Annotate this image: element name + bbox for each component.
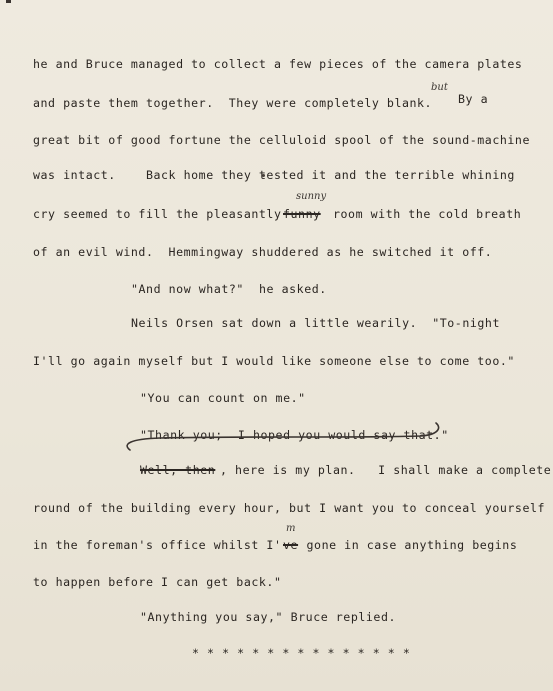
handwritten-insertion-sunny: sunny bbox=[296, 191, 327, 202]
edge-mark bbox=[6, 0, 11, 3]
text-line: great bit of good fortune the celluloid spool of the sound-machine bbox=[33, 133, 530, 147]
handwritten-insertion-but: but bbox=[431, 82, 448, 93]
text-line: "Anything you say," Bruce replied. bbox=[140, 610, 397, 624]
text-line: was intact. Back home they tested it and the terrible whining bbox=[33, 168, 515, 182]
handwritten-insertion-m: m bbox=[286, 523, 296, 534]
text-line: By a bbox=[458, 92, 489, 106]
section-break: * * * * * * * * * * * * * * * bbox=[192, 646, 411, 660]
struck-word: funny bbox=[283, 207, 321, 221]
text-line: he and Bruce managed to collect a few pieces of the camera plates bbox=[33, 57, 523, 71]
text-line: gone in case anything begins bbox=[299, 538, 518, 552]
text-line: "And now what?" he asked. bbox=[131, 282, 327, 296]
text-line: in the foreman's office whilst I' bbox=[33, 538, 282, 552]
text-line: to happen before I can get back." bbox=[33, 575, 282, 589]
text-line: I'll go again myself but I would like someone else to come too." bbox=[33, 354, 515, 368]
text-line: cry seemed to fill the pleasantly bbox=[33, 207, 282, 221]
text-line: room with the cold breath bbox=[333, 207, 522, 221]
text-line: of an evil wind. Hemmingway shuddered as he switched it off. bbox=[33, 245, 493, 259]
text-line: round of the building every hour, but I want you to conceal yourself bbox=[33, 501, 546, 515]
text-line: Neils Orsen sat down a little wearily. "To-night bbox=[131, 316, 500, 330]
text-line: "Thank you; I hoped you would say that." bbox=[140, 428, 449, 442]
handwritten-flourish bbox=[120, 420, 450, 452]
struck-phrase: Well, then bbox=[140, 463, 216, 477]
text-line: , here is my plan. I shall make a complete bbox=[220, 463, 552, 477]
struck-letters: ve bbox=[283, 538, 299, 552]
text-line: and paste them together. They were completely blank. bbox=[33, 96, 433, 110]
text-line: "You can count on me." bbox=[140, 391, 306, 405]
